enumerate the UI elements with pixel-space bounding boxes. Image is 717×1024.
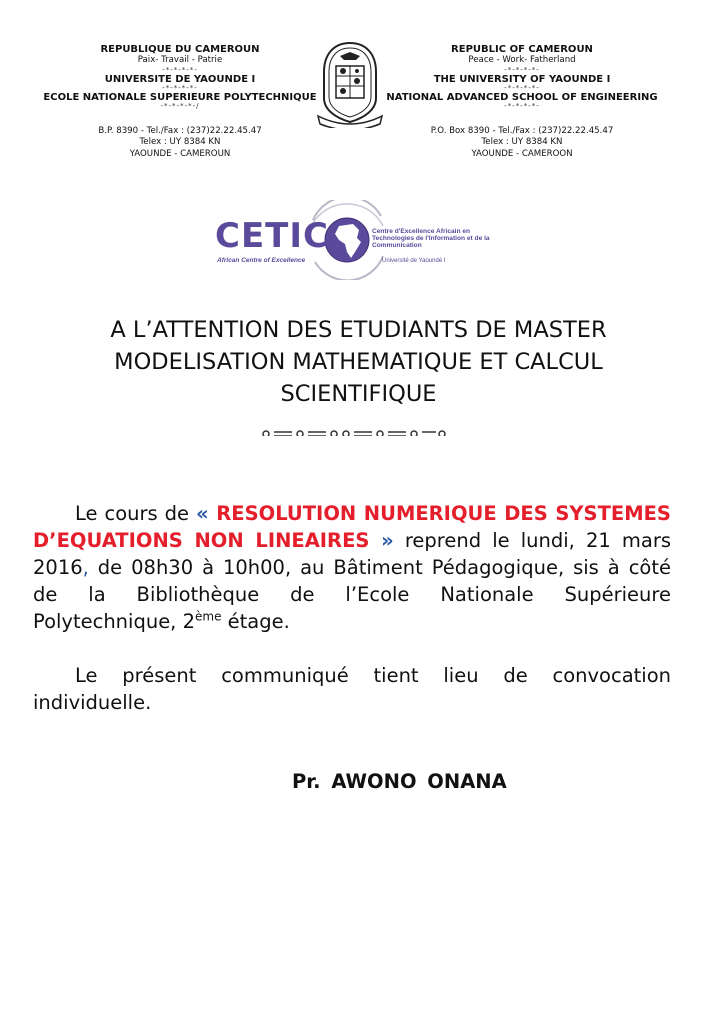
postal-box: P.O. Box 8390 - Tel./Fax : (237)22.22.45.47 bbox=[430, 126, 614, 137]
signature: Pr. AWONO ONANA bbox=[292, 770, 507, 793]
title-line: A L’ATTENTION DES ETUDIANTS DE MASTER bbox=[110, 317, 607, 343]
telex: Telex : UY 8384 KN bbox=[139, 137, 221, 148]
floor-text: étage. bbox=[221, 610, 290, 633]
cetic-logo bbox=[210, 198, 510, 282]
country-en: REPUBLIC OF CAMEROUN bbox=[451, 44, 593, 55]
page-title bbox=[20, 314, 697, 410]
announcement-paragraph bbox=[33, 500, 671, 635]
motto-en: Peace - Work- Fatherland bbox=[468, 55, 576, 66]
details-text: de 08h30 à 10h00, au Bâtiment Pédagogique, sis à côté de la Bibliothèque de l’Ecole Nationale Supérieure Polytechnique, 2 bbox=[33, 556, 671, 633]
decorative-divider bbox=[258, 422, 448, 436]
separator: -*-*-*-*- bbox=[504, 83, 540, 92]
postal-box: B.P. 8390 - Tel./Fax : (237)22.22.45.47 bbox=[98, 126, 262, 137]
ordinal-suffix: ème bbox=[195, 609, 222, 624]
separator: -*-*-*-*-/ bbox=[160, 102, 200, 111]
logo-tagline: African Centre of Excellence bbox=[217, 257, 306, 264]
logo-centre: Centre d'Excellence Africain en Technologies de l'Information et de la Communication bbox=[372, 228, 490, 250]
separator: -*-*-*-*- bbox=[504, 102, 540, 111]
title-line: MODELISATION MATHEMATIQUE ET CALCUL bbox=[114, 349, 603, 375]
separator: -*-*-*-*- bbox=[504, 65, 540, 74]
resume-date: reprend le lundi, 21 mars 2016 bbox=[33, 529, 671, 579]
motto-fr: Paix- Travail - Patrie bbox=[137, 55, 223, 66]
logo-name: CETIC bbox=[215, 216, 329, 256]
city: YAOUNDE - CAMEROON bbox=[471, 148, 573, 159]
telex: Telex : UY 8384 KN bbox=[481, 137, 563, 148]
notice-paragraph: Le présent communiqué tient lieu de convocation individuelle. bbox=[33, 664, 671, 714]
logo-university: Université de Yaoundé I bbox=[382, 258, 446, 264]
university-fr: UNIVERSITE DE YAOUNDE I bbox=[104, 73, 256, 85]
header-left bbox=[30, 44, 330, 160]
separator: -*-*-*-*- bbox=[162, 65, 198, 74]
quote-open: « bbox=[196, 502, 209, 525]
notice-body bbox=[33, 500, 671, 716]
country-fr: REPUBLIQUE DU CAMEROUN bbox=[100, 44, 260, 55]
university-en: THE UNIVERSITY OF YAOUNDE I bbox=[433, 73, 611, 85]
city: YAOUNDE - CAMEROUN bbox=[129, 148, 231, 159]
header-right bbox=[372, 44, 672, 160]
school-fr: ECOLE NATIONALE SUPERIEURE POLYTECHNIQUE bbox=[43, 91, 317, 103]
comma: , bbox=[82, 556, 89, 579]
course-title: RESOLUTION NUMERIQUE DES SYSTEMES D’EQUATIONS NON LINEAIRES bbox=[33, 502, 671, 552]
separator: -*-*-*-*- bbox=[162, 83, 198, 92]
quote-close: » bbox=[381, 529, 394, 552]
intro-text: Le cours de bbox=[75, 502, 197, 525]
title-line: SCIENTIFIQUE bbox=[280, 381, 437, 407]
school-en: NATIONAL ADVANCED SCHOOL OF ENGINEERING bbox=[386, 91, 658, 103]
